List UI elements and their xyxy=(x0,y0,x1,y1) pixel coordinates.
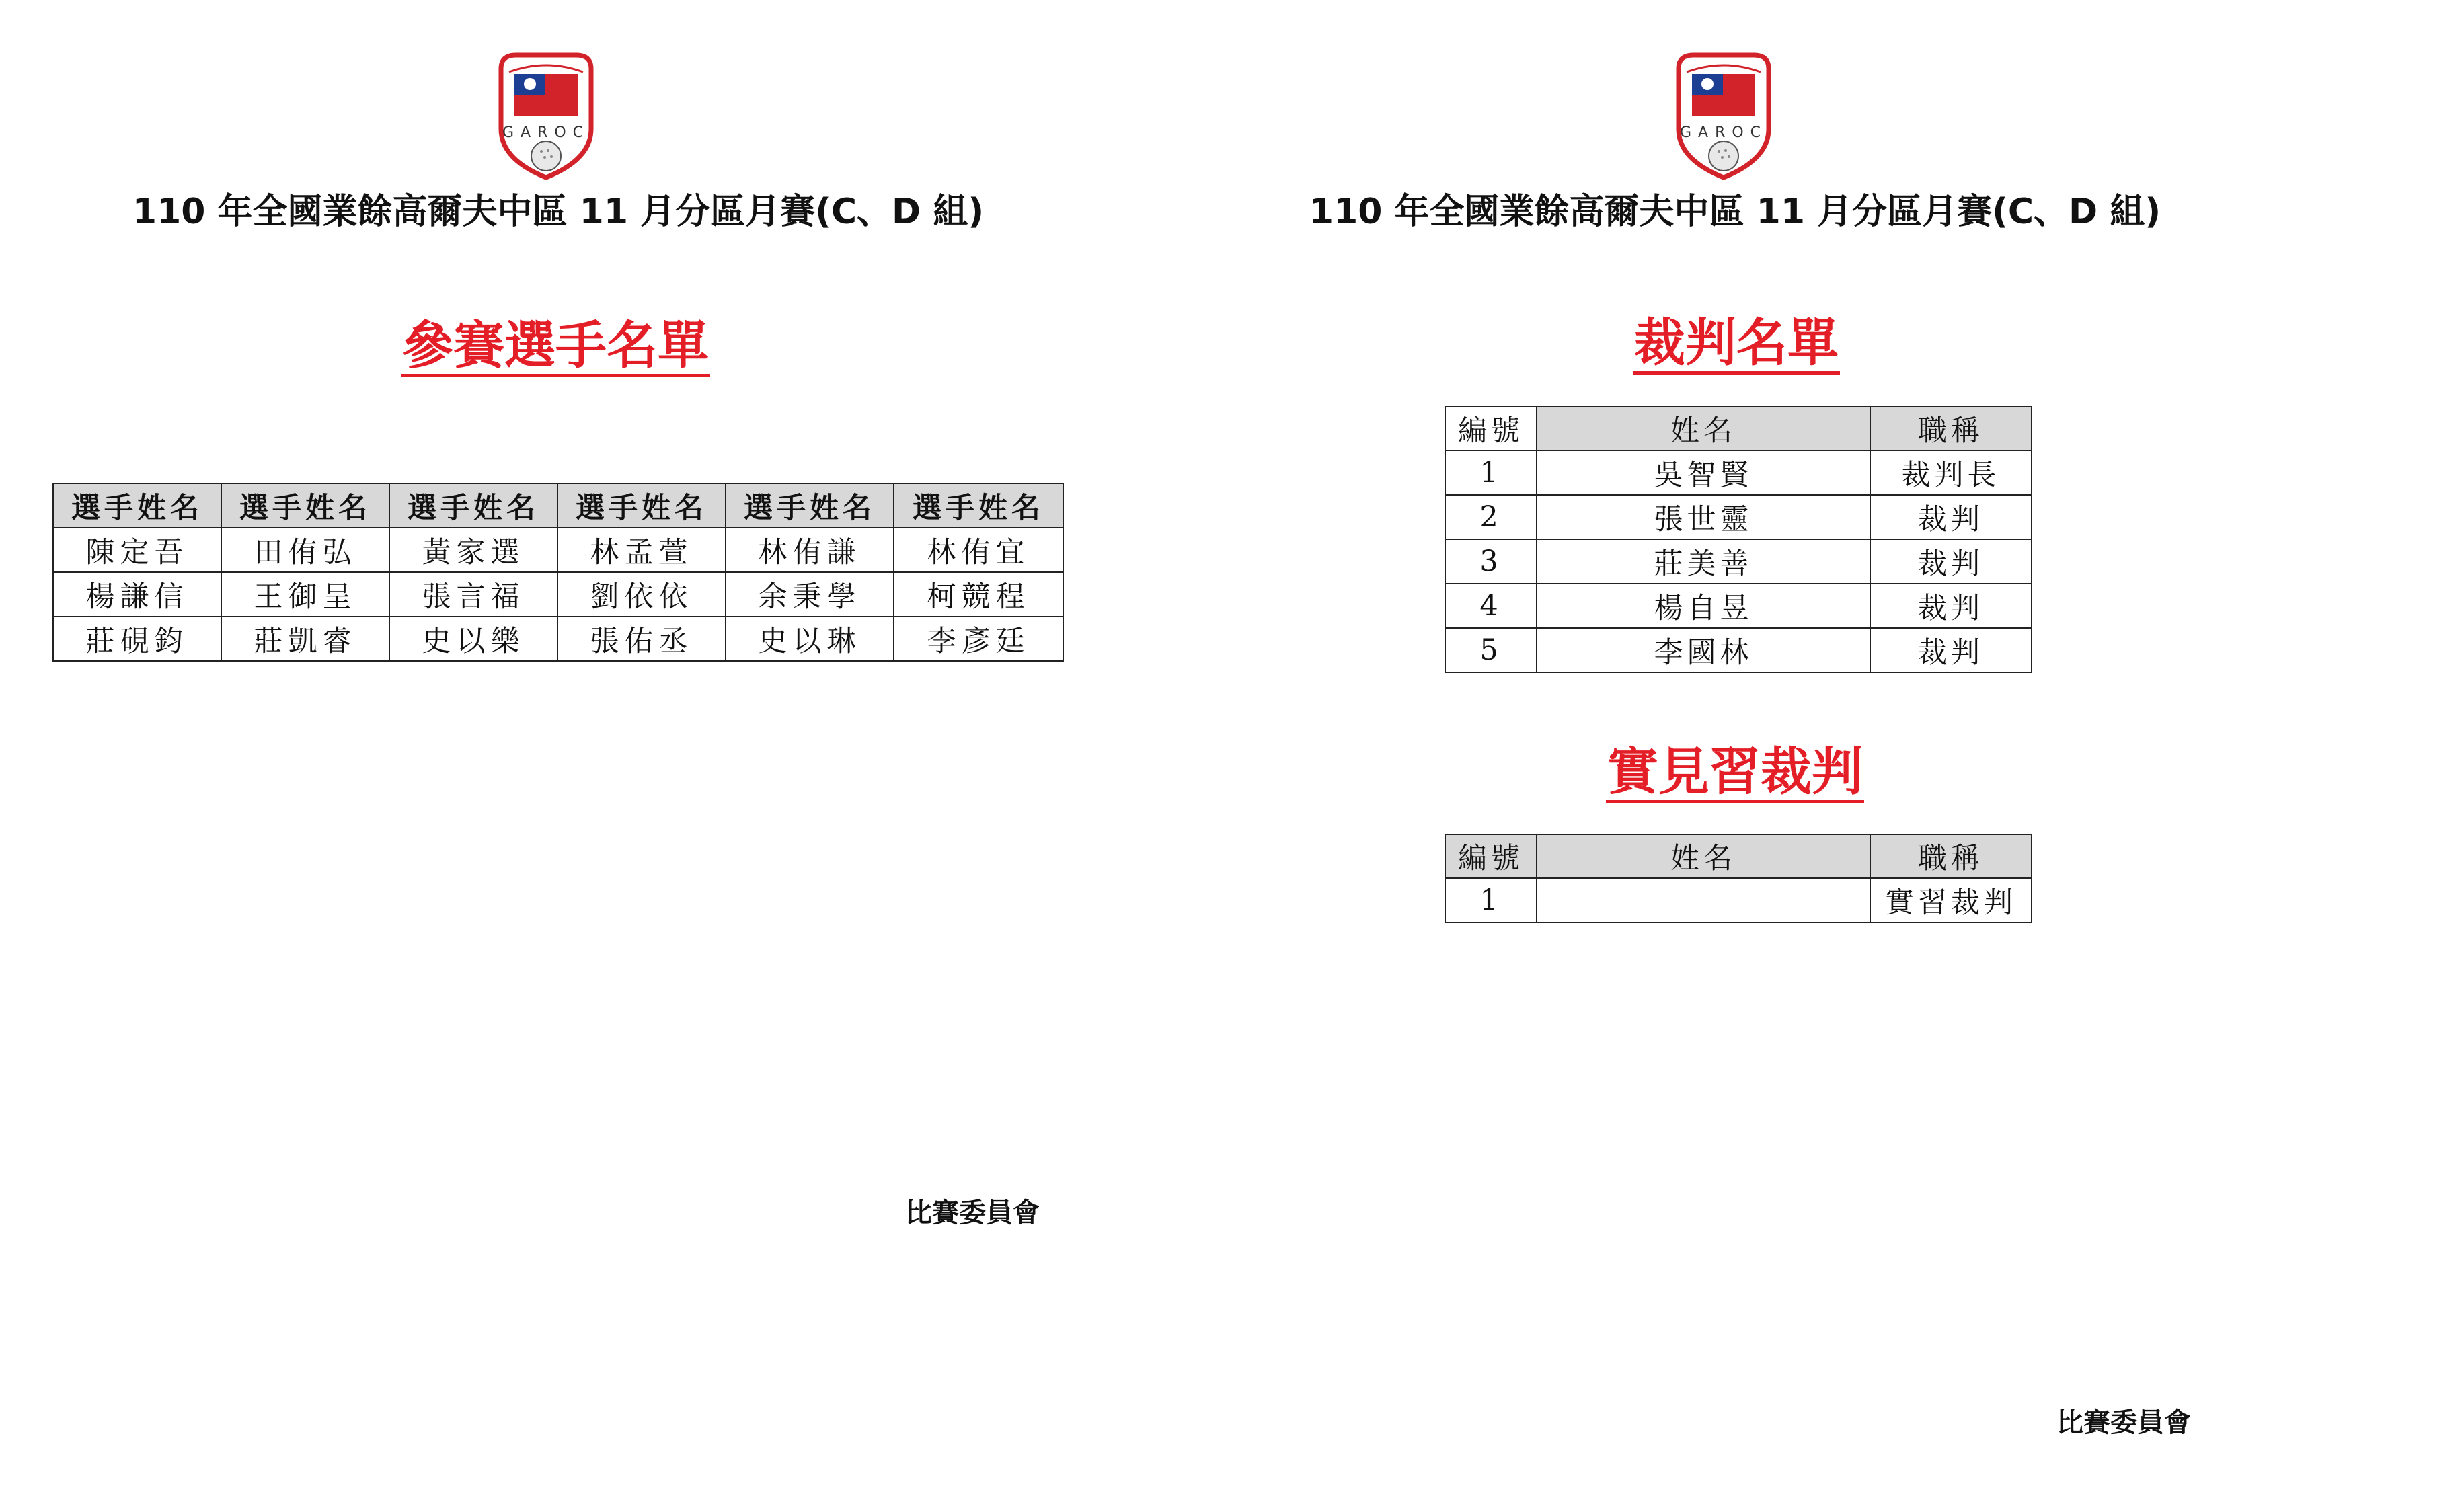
table-row xyxy=(1445,878,2032,922)
event-title: 110 年全國業餘高爾夫中區 11 月分區月賽(C、D 組) xyxy=(1309,192,2161,232)
table-row xyxy=(53,572,1063,617)
player-name: 田侑弘 xyxy=(221,528,389,572)
referee-table xyxy=(1445,406,2032,673)
player-name: 莊硯鈞 xyxy=(53,617,221,661)
column-header: 姓名 xyxy=(1537,834,1870,878)
referee-name: 莊美善 xyxy=(1537,539,1870,584)
column-header: 職稱 xyxy=(1870,834,2032,878)
referee-title: 裁判長 xyxy=(1870,450,2032,495)
player-name: 余秉學 xyxy=(726,572,894,617)
player-name: 柯競程 xyxy=(894,572,1063,617)
player-name: 李彥廷 xyxy=(894,617,1063,661)
event-title: 110 年全國業餘高爾夫中區 11 月分區月賽(C、D 組) xyxy=(132,192,985,232)
table-row xyxy=(53,528,1063,572)
referee-name: 李國林 xyxy=(1537,628,1870,672)
section-title-players: 參賽選手名單 xyxy=(401,319,710,377)
table-header-row xyxy=(1445,407,2032,450)
column-header: 編號 xyxy=(1445,834,1537,878)
column-header: 選手姓名 xyxy=(53,483,221,528)
referee-number: 4 xyxy=(1445,584,1537,628)
association-logo xyxy=(489,48,603,183)
player-name: 楊謙信 xyxy=(53,572,221,617)
trainee-number: 1 xyxy=(1445,878,1537,922)
player-name: 王御呈 xyxy=(221,572,389,617)
referee-title: 裁判 xyxy=(1870,495,2032,539)
referee-number: 1 xyxy=(1445,450,1537,495)
player-name: 陳定吾 xyxy=(53,528,221,572)
player-name: 史以琳 xyxy=(726,617,894,661)
column-header: 選手姓名 xyxy=(726,483,894,528)
association-logo xyxy=(1666,48,1781,183)
player-name: 張佑丞 xyxy=(557,617,726,661)
section-title-referees: 裁判名單 xyxy=(1633,316,1840,374)
table-row xyxy=(1445,539,2032,584)
committee-signature: 比賽委員會 xyxy=(905,1197,1040,1228)
section-title-trainee-referees: 實見習裁判 xyxy=(1606,745,1864,803)
table-header-row xyxy=(1445,834,2032,878)
referee-title: 裁判 xyxy=(1870,539,2032,584)
player-name: 莊凱睿 xyxy=(221,617,389,661)
column-header: 編號 xyxy=(1445,407,1537,450)
referee-name: 楊自昱 xyxy=(1537,584,1870,628)
column-header: 選手姓名 xyxy=(894,483,1063,528)
player-name: 劉依依 xyxy=(557,572,726,617)
referee-title: 裁判 xyxy=(1870,628,2032,672)
player-name: 林侑謙 xyxy=(726,528,894,572)
logo-text: GAROC xyxy=(1679,124,1768,141)
trainee-name xyxy=(1537,878,1870,922)
referee-name: 吳智賢 xyxy=(1537,450,1870,495)
table-row xyxy=(53,617,1063,661)
player-name: 林侑宜 xyxy=(894,528,1063,572)
players-table xyxy=(52,483,1064,662)
table-row xyxy=(1445,495,2032,539)
column-header: 職稱 xyxy=(1870,407,2032,450)
player-name: 張言福 xyxy=(389,572,557,617)
referee-number: 5 xyxy=(1445,628,1537,672)
referee-title: 裁判 xyxy=(1870,584,2032,628)
committee-signature: 比賽委員會 xyxy=(2056,1407,2191,1438)
player-name: 史以樂 xyxy=(389,617,557,661)
column-header: 姓名 xyxy=(1537,407,1870,450)
column-header: 選手姓名 xyxy=(557,483,726,528)
table-row xyxy=(1445,628,2032,672)
logo-text: GAROC xyxy=(502,124,590,141)
player-name: 林孟萱 xyxy=(557,528,726,572)
table-header-row xyxy=(53,483,1063,528)
table-row xyxy=(1445,584,2032,628)
referee-name: 張世靈 xyxy=(1537,495,1870,539)
column-header: 選手姓名 xyxy=(389,483,557,528)
player-name: 黃家選 xyxy=(389,528,557,572)
column-header: 選手姓名 xyxy=(221,483,389,528)
trainee-referee-table xyxy=(1445,834,2032,923)
trainee-title: 實習裁判 xyxy=(1870,878,2032,922)
table-row xyxy=(1445,450,2032,495)
referee-number: 3 xyxy=(1445,539,1537,584)
referee-number: 2 xyxy=(1445,495,1537,539)
